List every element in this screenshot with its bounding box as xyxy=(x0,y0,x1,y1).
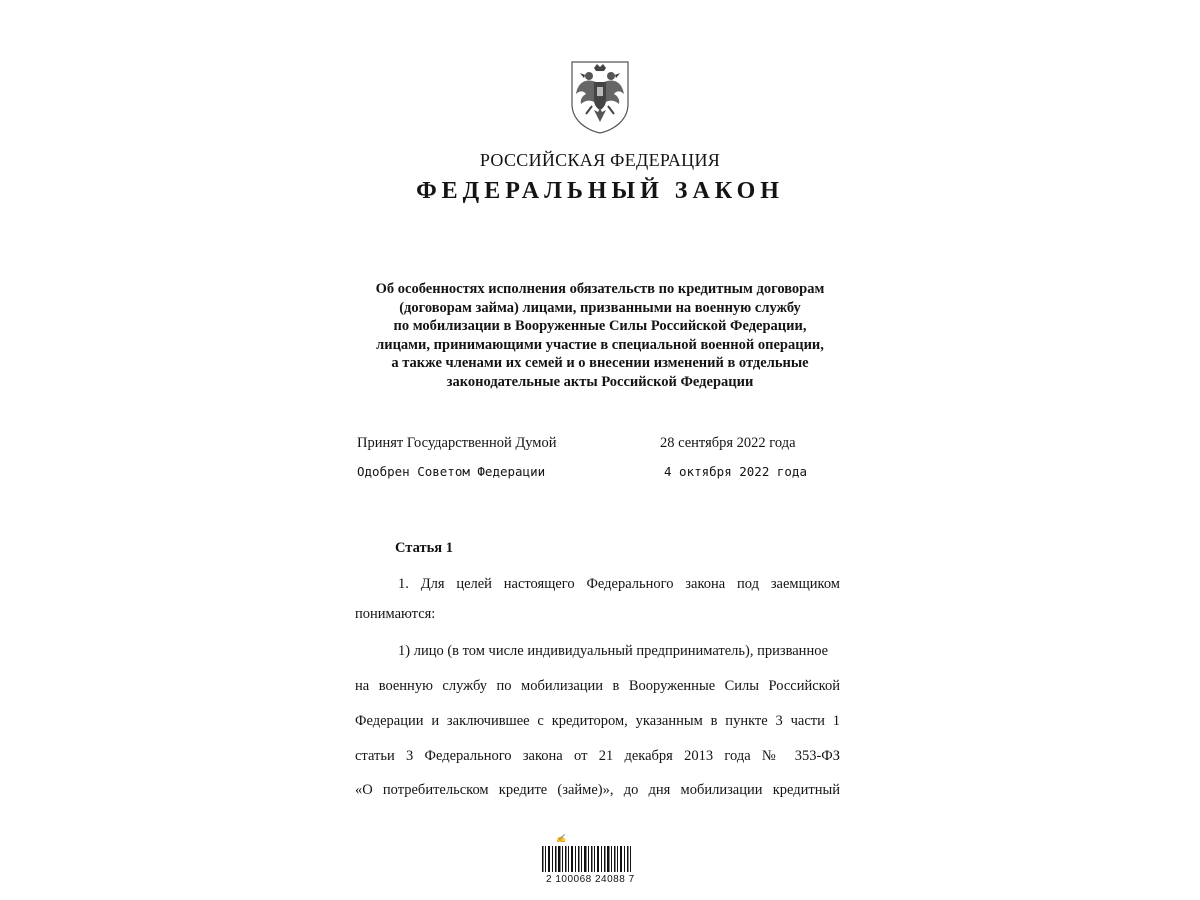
article-text-line: 1. Для целей настоящего Федерального закона под заемщиком xyxy=(398,576,840,592)
article-text-line: на военную службу по мобилизации в Вооруженные Силы Российской xyxy=(355,678,840,694)
approved-by-council-label: Одобрен Советом Федерации xyxy=(357,464,546,479)
law-title xyxy=(300,280,900,391)
title-line: законодательные акты Российской Федерации xyxy=(446,373,754,390)
title-line: (договорам займа) лицами, призванными на военную службу xyxy=(399,299,801,316)
country-heading: РОССИЙСКАЯ ФЕДЕРАЦИЯ xyxy=(479,150,721,170)
signature-mark: ✍ xyxy=(556,834,566,843)
article-text-line: «О потребительском кредите (займе)», до дня мобилизации кредитный xyxy=(355,782,840,798)
document-barcode xyxy=(540,834,640,890)
adopted-by-duma-date: 28 сентября 2022 года xyxy=(660,435,796,451)
article-text-line: понимаются: xyxy=(355,606,436,622)
barcode-icon xyxy=(540,840,640,874)
state-emblem xyxy=(568,60,632,134)
approved-by-council-date: 4 октября 2022 года xyxy=(664,464,807,479)
double-headed-eagle-icon xyxy=(568,60,632,134)
title-line: а также членами их семей и о внесении изменений в отдельные xyxy=(391,355,809,371)
article-text-line: 1) лицо (в том числе индивидуальный предприниматель), призванное xyxy=(398,643,829,659)
adopted-by-duma-label: Принят Государственной Думой xyxy=(357,435,557,451)
title-line: Об особенностях исполнения обязательств по кредитным договорам xyxy=(375,281,825,297)
barcode-number: 2 100068 24088 7 xyxy=(546,874,635,885)
article-text-line: Федерации и заключившее с кредитором, указанным в пункте 3 части 1 xyxy=(355,713,840,729)
title-line: по мобилизации в Вооруженные Силы Российской Федерации, xyxy=(393,318,807,334)
article-heading: Статья 1 xyxy=(395,540,453,556)
article-text-line: статьи 3 Федерального закона от 21 декабря 2013 года № 353-ФЗ xyxy=(355,748,840,764)
document-type-heading: ФЕДЕРАЛЬНЫЙ ЗАКОН xyxy=(416,178,784,204)
title-line: лицами, принимающими участие в специальной военной операции, xyxy=(376,336,824,353)
